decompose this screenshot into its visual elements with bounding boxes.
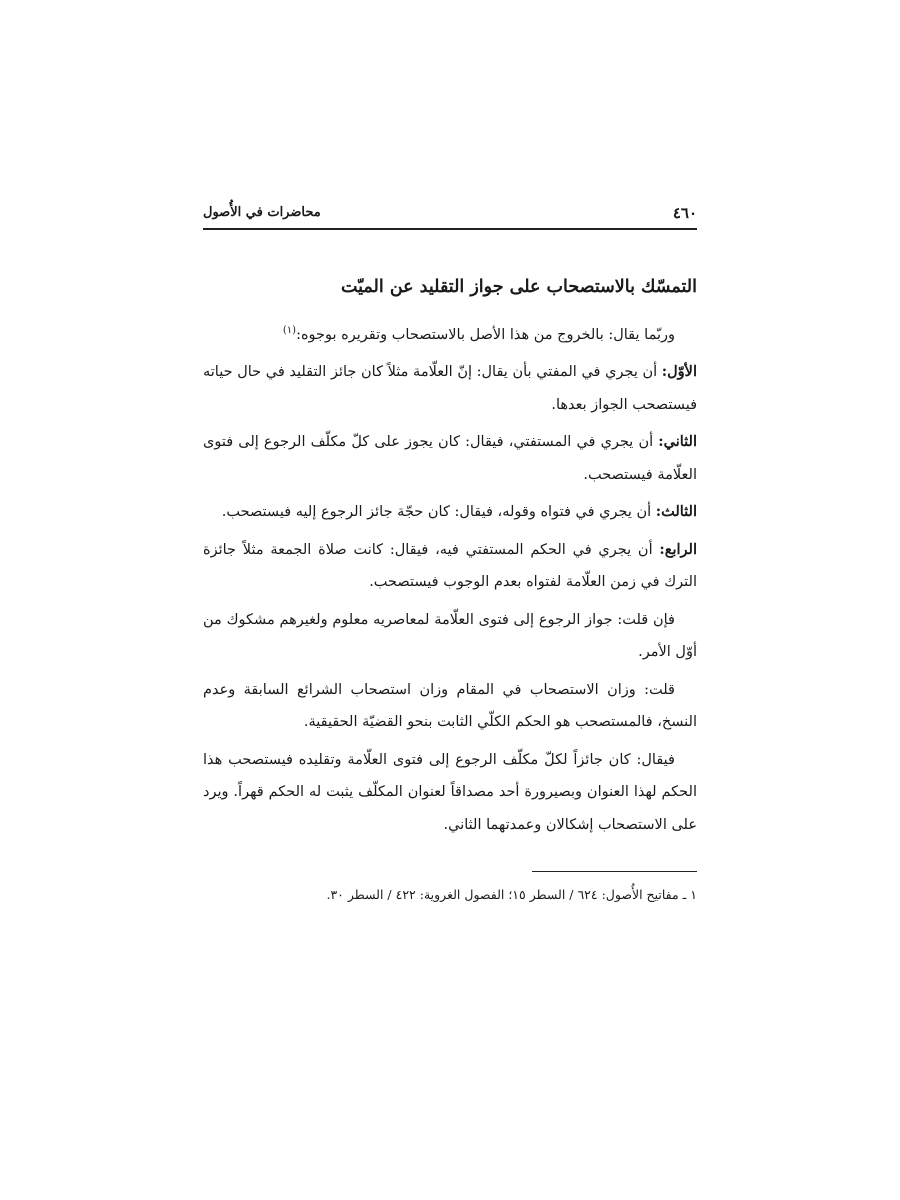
item-fourth-lead: الرابع: bbox=[659, 540, 697, 558]
item-first-text: أن يجري في المفتي بأن يقال: إنّ العلّامة مثلاً كان جائز التقليد في حال حياته فيستصحب الجواز بعدها. bbox=[203, 364, 697, 413]
item-second-lead: الثاني: bbox=[658, 433, 697, 451]
book-title: محاضرات في الأُصول bbox=[203, 205, 321, 220]
reply-paragraph: قلت: وزان الاستصحاب في المقام وزان استصحاب الشرائع السابقة وعدم النسخ، فالمستصحب هو الحكم الكلّي الثابت بنحو القضيّة الحقيقية. bbox=[203, 681, 697, 731]
item-fourth bbox=[203, 534, 697, 599]
item-third bbox=[203, 496, 697, 529]
conclusion-paragraph: فيقال: كان جائزاً لكلّ مكلّف الرجوع إلى فتوى العلّامة وتقليده فيستصحب هذا الحكم لهذا العنوان وبصيرورة أحد مصداقاً لعنوان المكلّف يثبت له الحكم قهراً. ويرد على الاستصحاب إشكالان وعمدتهما الثاني. bbox=[203, 751, 697, 833]
item-third-lead: الثالث: bbox=[655, 503, 697, 521]
book-page bbox=[203, 200, 697, 906]
page-number: ٤٦٠ bbox=[672, 204, 697, 222]
intro-text: وربّما يقال: بالخروج من هذا الأصل بالاستصحاب وتقريره بوجوه: bbox=[296, 326, 675, 343]
item-second bbox=[203, 426, 697, 491]
item-fourth-text: أن يجري في الحكم المستفتي فيه، فيقال: كانت صلاة الجمعة مثلاً جائزة الترك في زمن العلّامة لفتواه بعدم الوجوب فيستصحب. bbox=[203, 541, 697, 591]
item-second-text: أن يجري في المستفتي، فيقال: كان يجوز على كلّ مكلّف الرجوع إلى فتوى العلّامة فيستصحب. bbox=[203, 434, 697, 483]
section-heading: التمسّك بالاستصحاب على جواز التقليد عن الميّت bbox=[340, 277, 697, 297]
item-third-text: أن يجري في فتواه وقوله، فيقال: كان حجّة جائز الرجوع إليه فيستصحب. bbox=[221, 504, 656, 521]
objection-paragraph: فإن قلت: جواز الرجوع إلى فتوى العلّامة لمعاصريه معلوم ولغيرهم مشكوك من أوّل الأمر. bbox=[203, 611, 697, 661]
intro-paragraph bbox=[203, 315, 697, 351]
footnote-divider bbox=[532, 871, 697, 872]
running-header bbox=[203, 200, 697, 230]
footnote-marker: (١) bbox=[282, 325, 297, 336]
item-first-lead: الأوّل: bbox=[661, 363, 697, 381]
item-first bbox=[203, 356, 697, 421]
footnote: ١ ـ مفاتيح الأُصول: ٦٢٤ / السطر ١٥؛ الفصول الغروية: ٤٢٢ / السطر ٣٠. bbox=[326, 887, 697, 903]
